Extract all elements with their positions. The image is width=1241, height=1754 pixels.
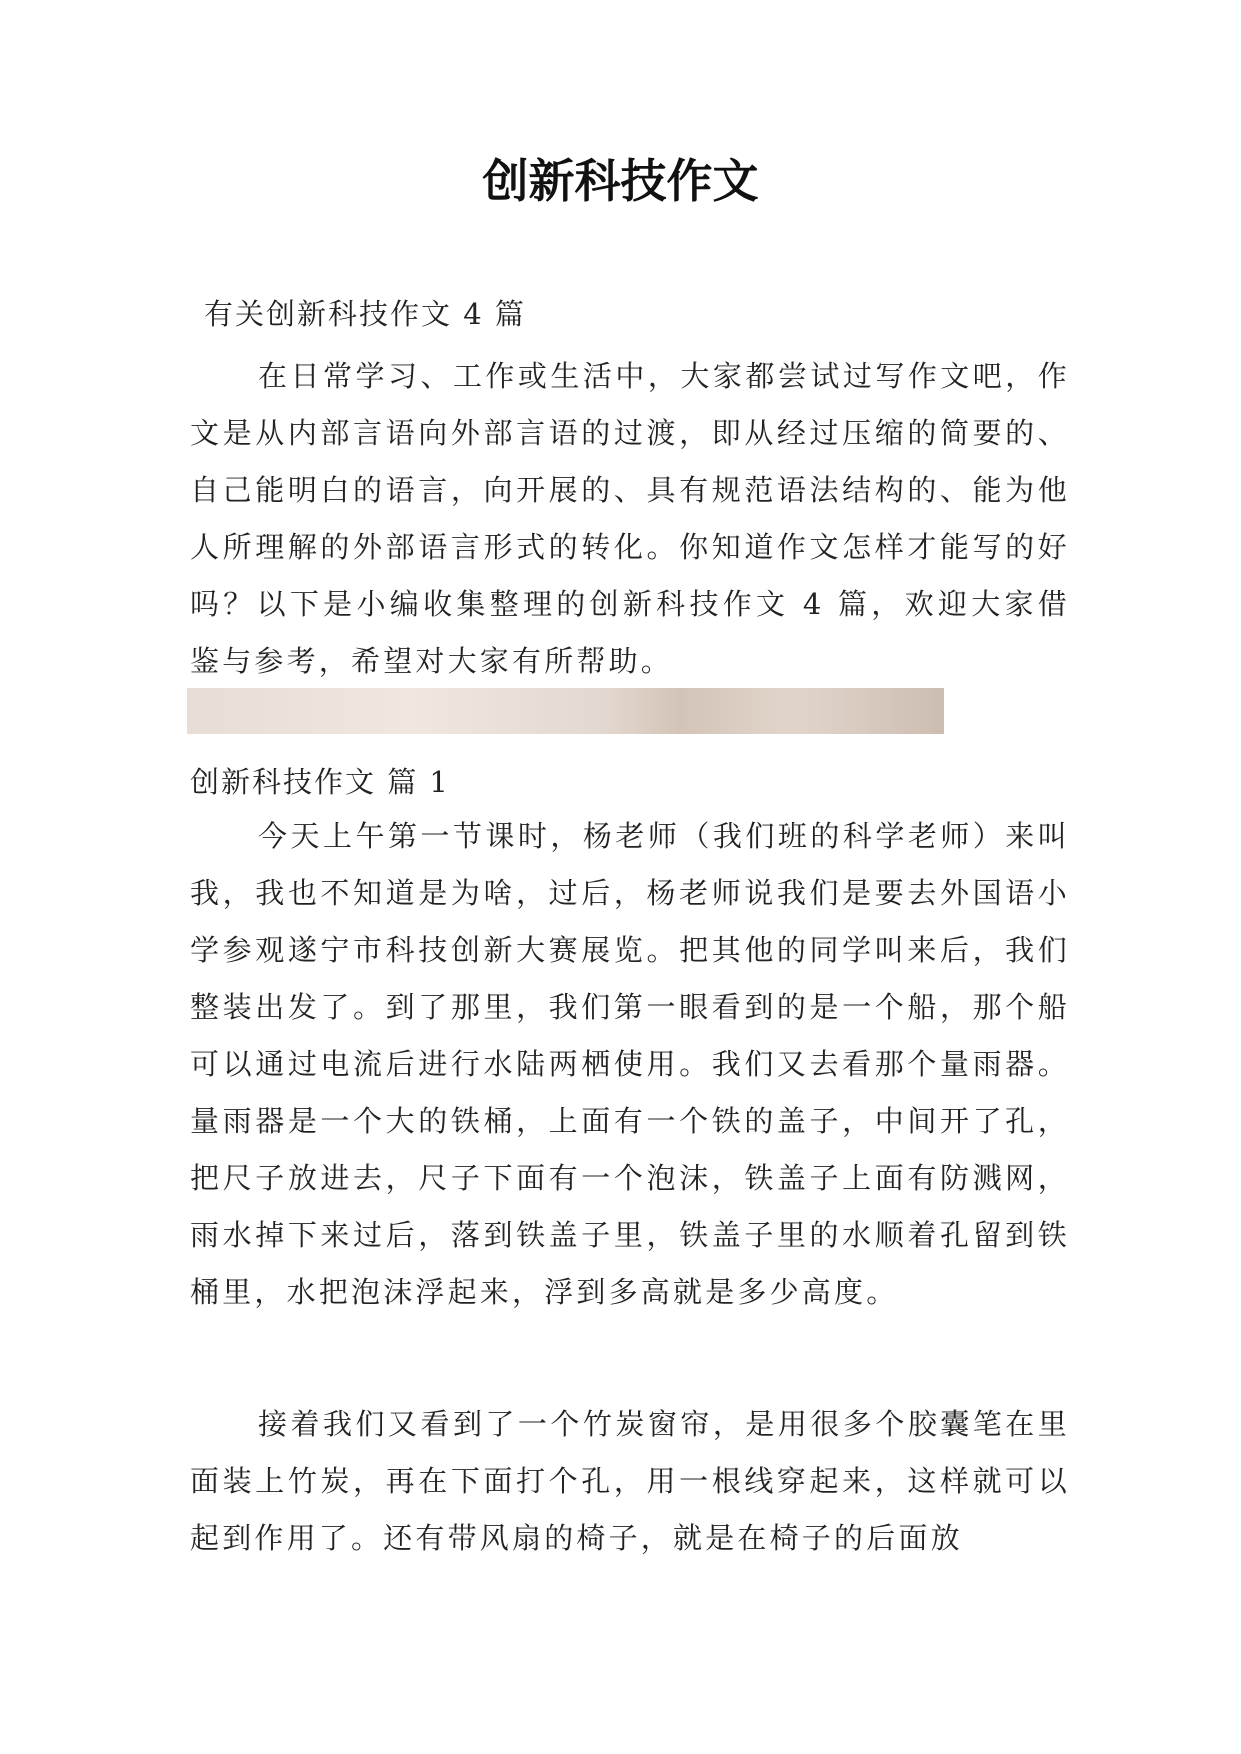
section-heading: 创新科技作文 篇 1: [190, 765, 450, 799]
body-paragraph-1: 今天上午第一节课时，杨老师（我们班的科学老师）来叫我，我也不知道是为啥，过后，杨老师说我们是要去外国语小学参观遂宁市科技创新大赛展览。把其他的同学叫来后，我们整装出发了。到了那里，我们第一眼看到的是一个船，那个船可以通过电流后进行水陆两栖使用。我们又去看那个量雨器。量雨器是一个大的铁桶，上面有一个铁的盖子，中间开了孔，把尺子放进去，尺子下面有一个泡沫，铁盖子上面有防溅网，雨水掉下来过后，落到铁盖子里，铁盖子里的水顺着孔留到铁桶里，水把泡沫浮起来，浮到多高就是多少高度。: [190, 819, 1070, 1309]
document-subtitle: 有关创新科技作文 4 篇: [204, 297, 526, 331]
body-paragraph-2: 接着我们又看到了一个竹炭窗帘，是用很多个胶囊笔在里面装上竹炭，再在下面打个孔，用一根线穿起来，这样就可以起到作用了。还有带风扇的椅子，就是在椅子的后面放: [190, 1407, 1070, 1555]
embedded-image: [187, 688, 944, 734]
intro-paragraph: 在日常学习、工作或生活中，大家都尝试过写作文吧，作文是从内部言语向外部言语的过渡，即从经过压缩的简要的、自己能明白的语言，向开展的、具有规范语法结构的、能为他人所理解的外部语言形式的转化。你知道作文怎样才能写的好吗？以下是小编收集整理的创新科技作文 4 篇，欢迎大家借鉴与参考，希望对大家有所帮助。: [190, 359, 1070, 678]
document-title: 创新科技作文: [482, 154, 759, 208]
